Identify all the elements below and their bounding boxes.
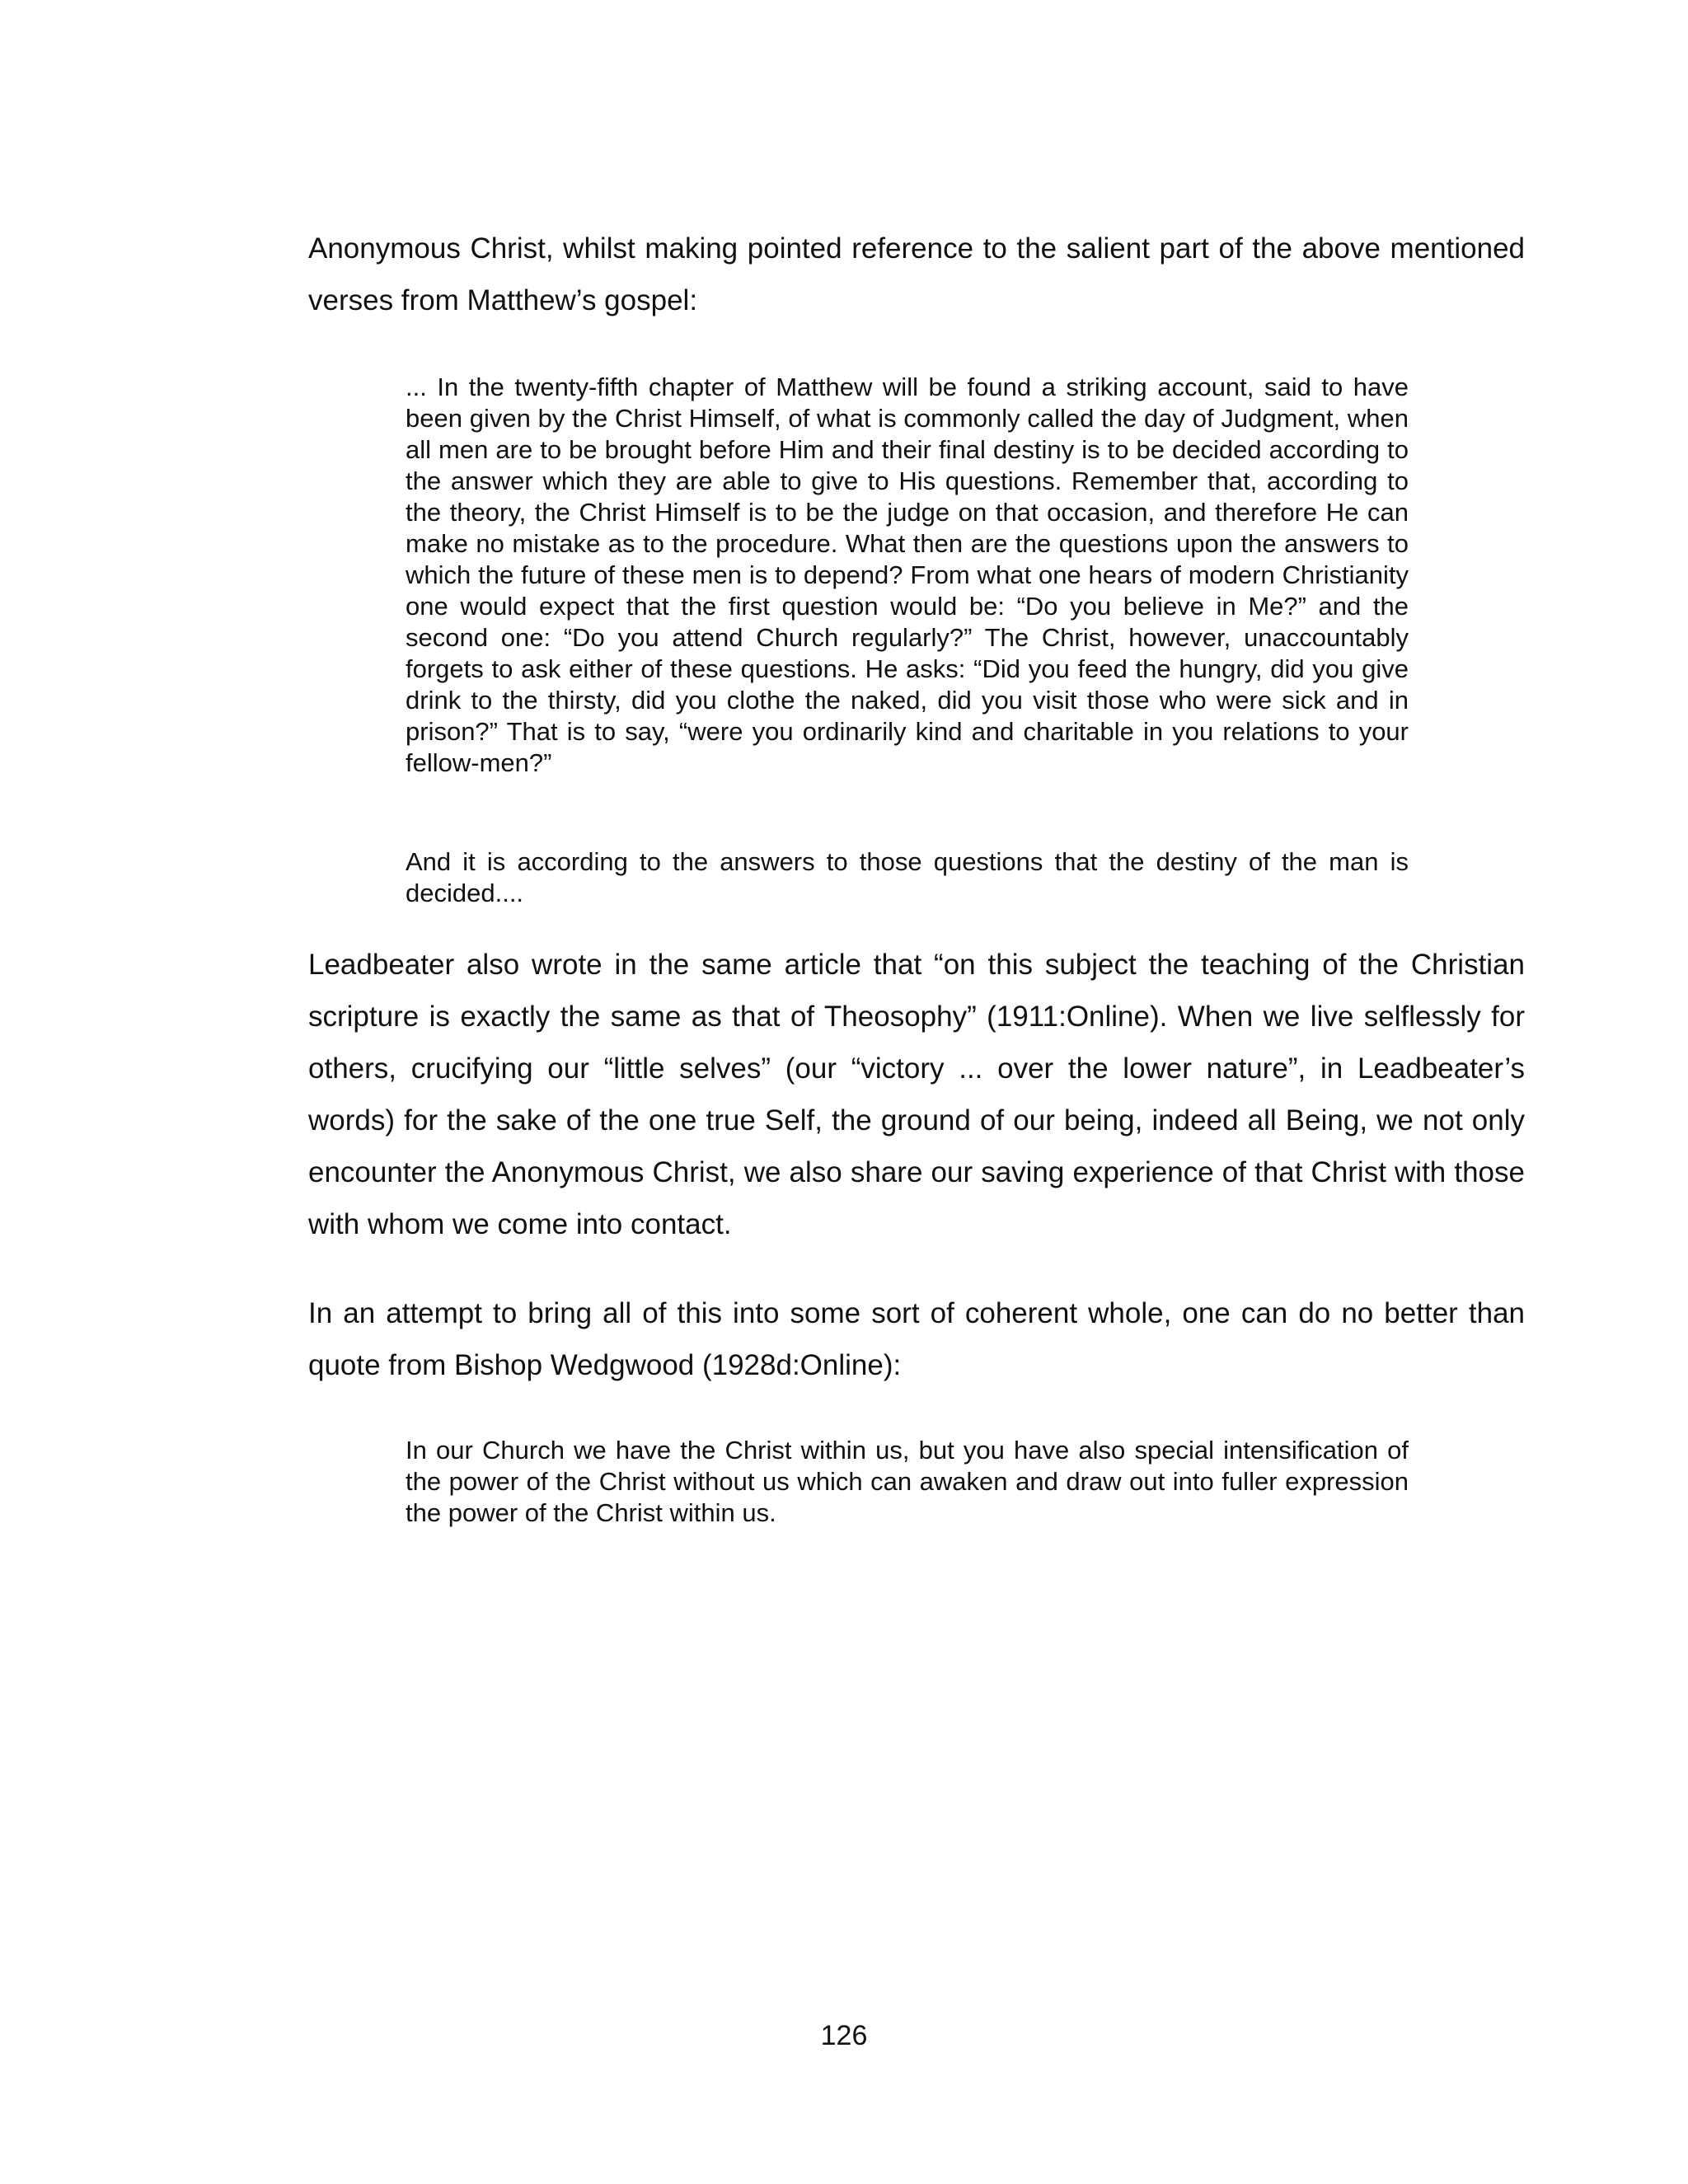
body-paragraph-wedgwood-intro: In an attempt to bring all of this into some sort of coherent whole, one can do no better than quote from Bishop Wedgwood (1928d:Online):: [308, 1297, 1525, 1381]
block-quote-wedgwood: In our Church we have the Christ within us, but you have also special intensification of the power of the Christ without us which can awaken and draw out into fuller expression the power of the Christ within us.: [406, 1436, 1409, 1527]
body-paragraph-intro: Anonymous Christ, whilst making pointed reference to the salient part of the above mentioned verses from Matthew’s gospel:: [308, 232, 1525, 316]
page-number: 126: [820, 2020, 868, 2051]
body-paragraph-leadbeater: Leadbeater also wrote in the same article that “on this subject the teaching of the Christian scripture is exactly the same as that of Theosophy” (1911:Online). When we live selflessly for others, crucifying our “little selves” (our “victory ... over the lower nature”, in Leadbeater’s words) for the sake of the one true Self, the ground of our being, indeed all Being, we not only encounter the Anonymous Christ, we also share our saving experience of that Christ with those with whom we come into contact.: [308, 949, 1525, 1240]
block-quote-matthew-continued: And it is according to the answers to those questions that the destiny of the man is decided....: [406, 847, 1409, 907]
block-quote-matthew: ... In the twenty-fifth chapter of Matthew will be found a striking account, said to have been given by the Christ Himself, of what is commonly called the day of Judgment, when all men are to be brought before Him and their final destiny is to be decided according to the answer which they are able to give to His questions. Remember that, according to the theory, the Christ Himself is to be the judge on that occasion, and therefore He can make no mistake as to the procedure. What then are the questions upon the answers to which the future of these men is to depend? From what one hears of modern Christianity one would expect that the first question would be: “Do you believe in Me?” and the second one: “Do you attend Church regularly?” The Christ, however, unaccountably forgets to ask either of these questions. He asks: “Did you feed the hungry, did you give drink to the thirsty, did you clothe the naked, did you visit those who were sick and in prison?” That is to say, “were you ordinarily kind and charitable in you relations to your fellow-men?”: [406, 373, 1409, 777]
